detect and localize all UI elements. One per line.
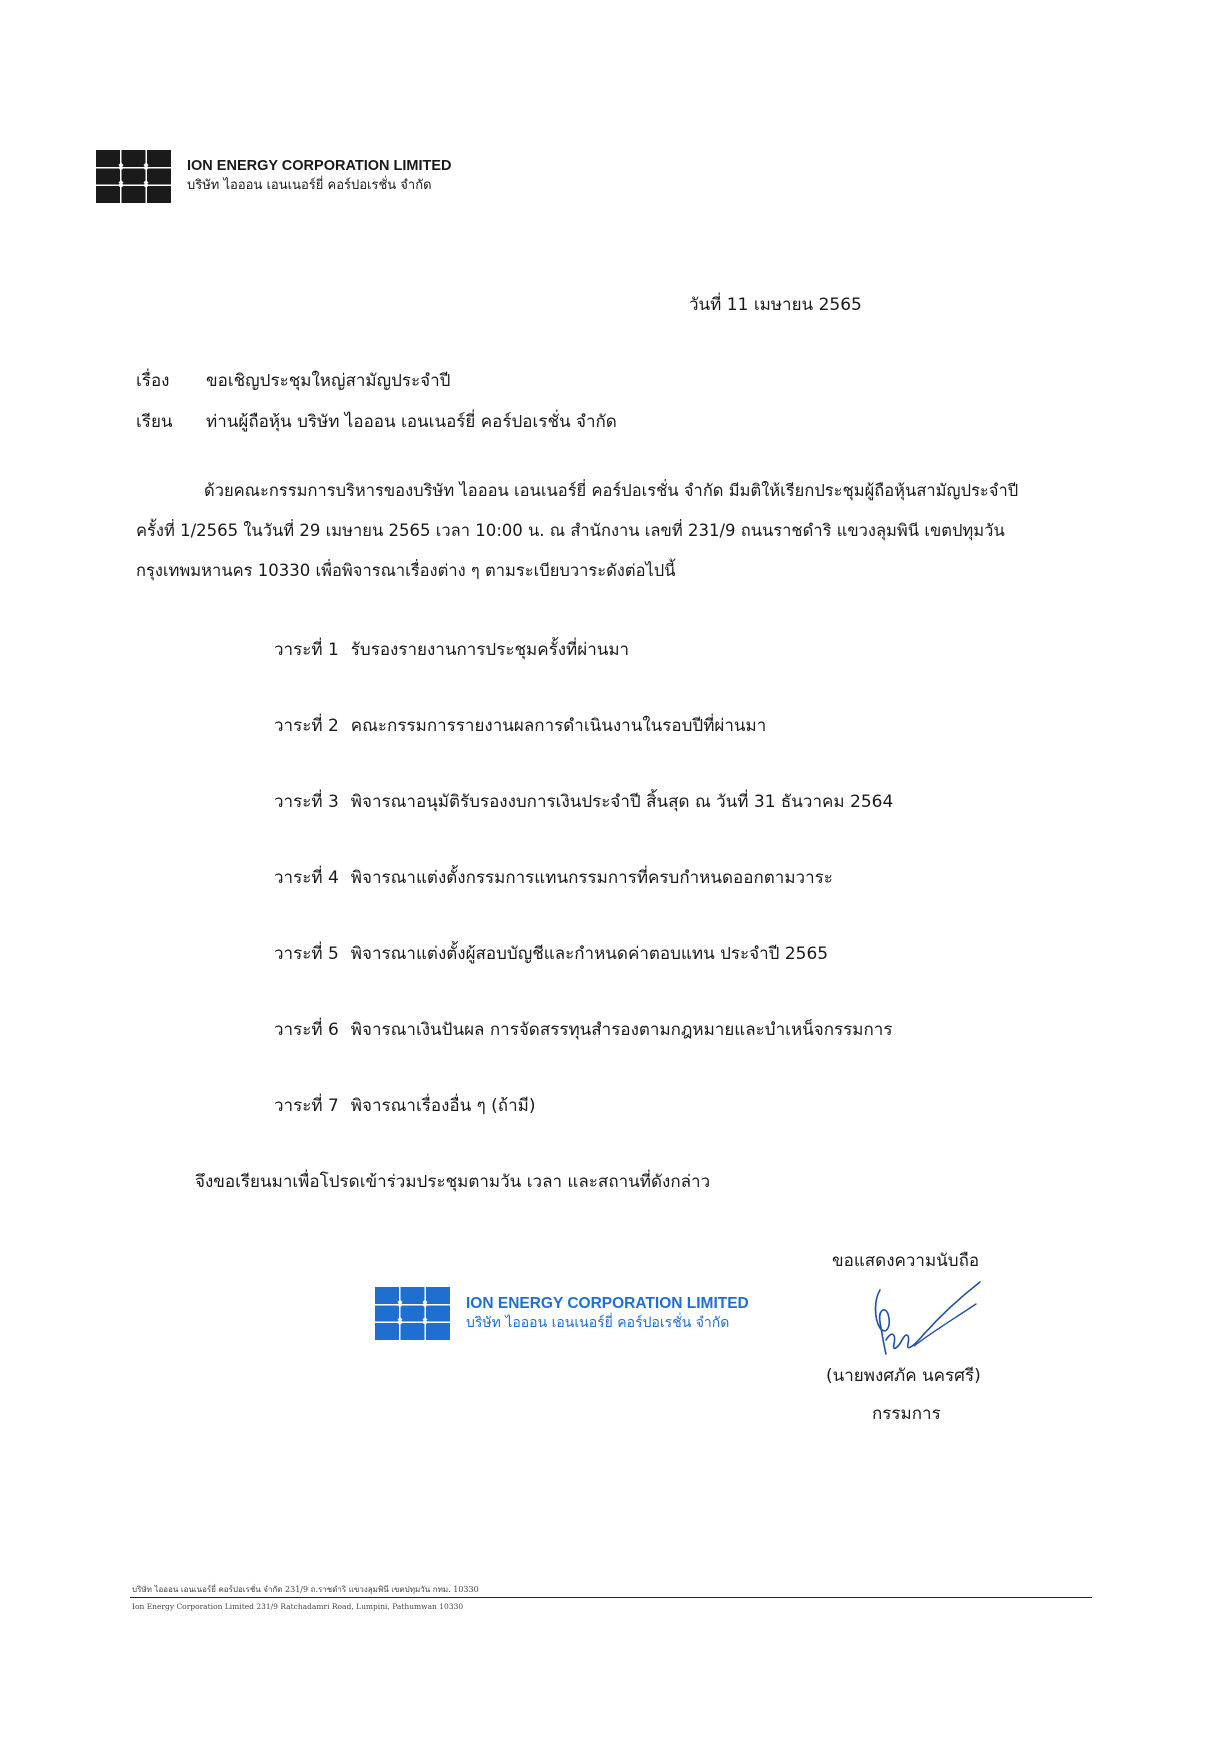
subject-text: ขอเชิญประชุมใหญ่สามัญประจำปี [206, 371, 451, 391]
recipient-text: ท่านผู้ถือหุ้น บริษัท ไอออน เอนเนอร์ยี่ คอร์ปอเรชั่น จำกัด [206, 412, 617, 432]
agenda-item [274, 712, 766, 739]
agenda-text: พิจารณาเงินปันผล การจัดสรรทุนสำรองตามกฎหมายและบำเหน็จกรรมการ [350, 1020, 893, 1040]
footer-divider [130, 1597, 1092, 1598]
subject-label: เรื่อง [136, 371, 170, 391]
agenda-text: รับรองรายงานการประชุมครั้งที่ผ่านมา [350, 640, 630, 660]
agenda-number: วาระที่ 2 [274, 716, 339, 736]
agenda-item [274, 788, 893, 815]
agenda-text: พิจารณาแต่งตั้งผู้สอบบัญชีและกำหนดค่าตอบแทน ประจำปี 2565 [350, 944, 829, 964]
agenda-number: วาระที่ 1 [274, 640, 339, 660]
stamp-company-en: ION ENERGY CORPORATION LIMITED [466, 1295, 749, 1313]
recipient-label: เรียน [136, 412, 173, 432]
agenda-number: วาระที่ 6 [274, 1020, 339, 1040]
agenda-number: วาระที่ 5 [274, 944, 339, 964]
signer-title: กรรมการ [872, 1404, 941, 1424]
agenda-item [274, 864, 833, 891]
footer-address-th: บริษัท ไอออน เอนเนอร์ยี่ คอร์ปอเรชั่น จำกัด 231/9 ถ.ราชดำริ แขวงลุมพินี เขตปทุมวัน กทม. 10330 [132, 1585, 479, 1594]
letterhead [96, 150, 452, 203]
agenda-number: วาระที่ 4 [274, 868, 339, 888]
agenda-text: คณะกรรมการรายงานผลการดำเนินงานในรอบปีที่ผ่านมา [350, 716, 767, 736]
company-logo-icon [96, 150, 171, 203]
letterhead-company-th: บริษัท ไอออน เอนเนอร์ยี่ คอร์ปอเรชั่น จำกัด [187, 178, 432, 194]
agenda-item [274, 1092, 535, 1119]
recipient-row [136, 408, 617, 435]
agenda-text: พิจารณาแต่งตั้งกรรมการแทนกรรมการที่ครบกำหนดออกตามวาระ [350, 868, 833, 888]
agenda-number: วาระที่ 7 [274, 1096, 339, 1116]
body-line-3: กรุงเทพมหานคร 10330 เพื่อพิจารณาเรื่องต่าง ๆ ตามระเบียบวาระดังต่อไปนี้ [136, 561, 676, 580]
company-stamp [375, 1287, 749, 1340]
agenda-text: พิจารณาอนุมัติรับรองงบการเงินประจำปี สิ้นสุด ณ วันที่ 31 ธันวาคม 2564 [350, 792, 894, 812]
regards-text: ขอแสดงความนับถือ [832, 1251, 980, 1271]
letter-date: วันที่ 11 เมษายน 2565 [689, 295, 862, 315]
subject-row [136, 367, 450, 394]
footer-address-en: Ion Energy Corporation Limited 231/9 Ratchadamri Road, Lumpini, Pathumwan 10330 [132, 1602, 464, 1611]
signature-icon [852, 1270, 992, 1370]
body-line-1: ด้วยคณะกรรมการบริหารของบริษัท ไอออน เอนเนอร์ยี่ คอร์ปอเรชั่น จำกัด มีมติให้เรียกประชุมผู้ถือหุ้นสามัญประจำปี [204, 481, 1019, 500]
agenda-item [274, 636, 629, 663]
letterhead-company-en: ION ENERGY CORPORATION LIMITED [187, 158, 452, 175]
stamp-company-th: บริษัท ไอออน เอนเนอร์ยี่ คอร์ปอเรชั่น จำกัด [466, 1315, 730, 1332]
signer-name: (นายพงศภัค นครศรี) [826, 1366, 981, 1386]
agenda-item [274, 1016, 892, 1043]
agenda-number: วาระที่ 3 [274, 792, 339, 812]
body-line-2: ครั้งที่ 1/2565 ในวันที่ 29 เมษายน 2565 เวลา 10:00 น. ณ สำนักงาน เลขที่ 231/9 ถนนราชดำริ แขวงลุมพินี เขตปทุมวัน [136, 521, 1005, 540]
agenda-text: พิจารณาเรื่องอื่น ๆ (ถ้ามี) [350, 1096, 536, 1116]
company-stamp-logo-icon [375, 1287, 450, 1340]
closing-text: จึงขอเรียนมาเพื่อโปรดเข้าร่วมประชุมตามวัน เวลา และสถานที่ดังกล่าว [195, 1172, 711, 1192]
agenda-item [274, 940, 828, 967]
